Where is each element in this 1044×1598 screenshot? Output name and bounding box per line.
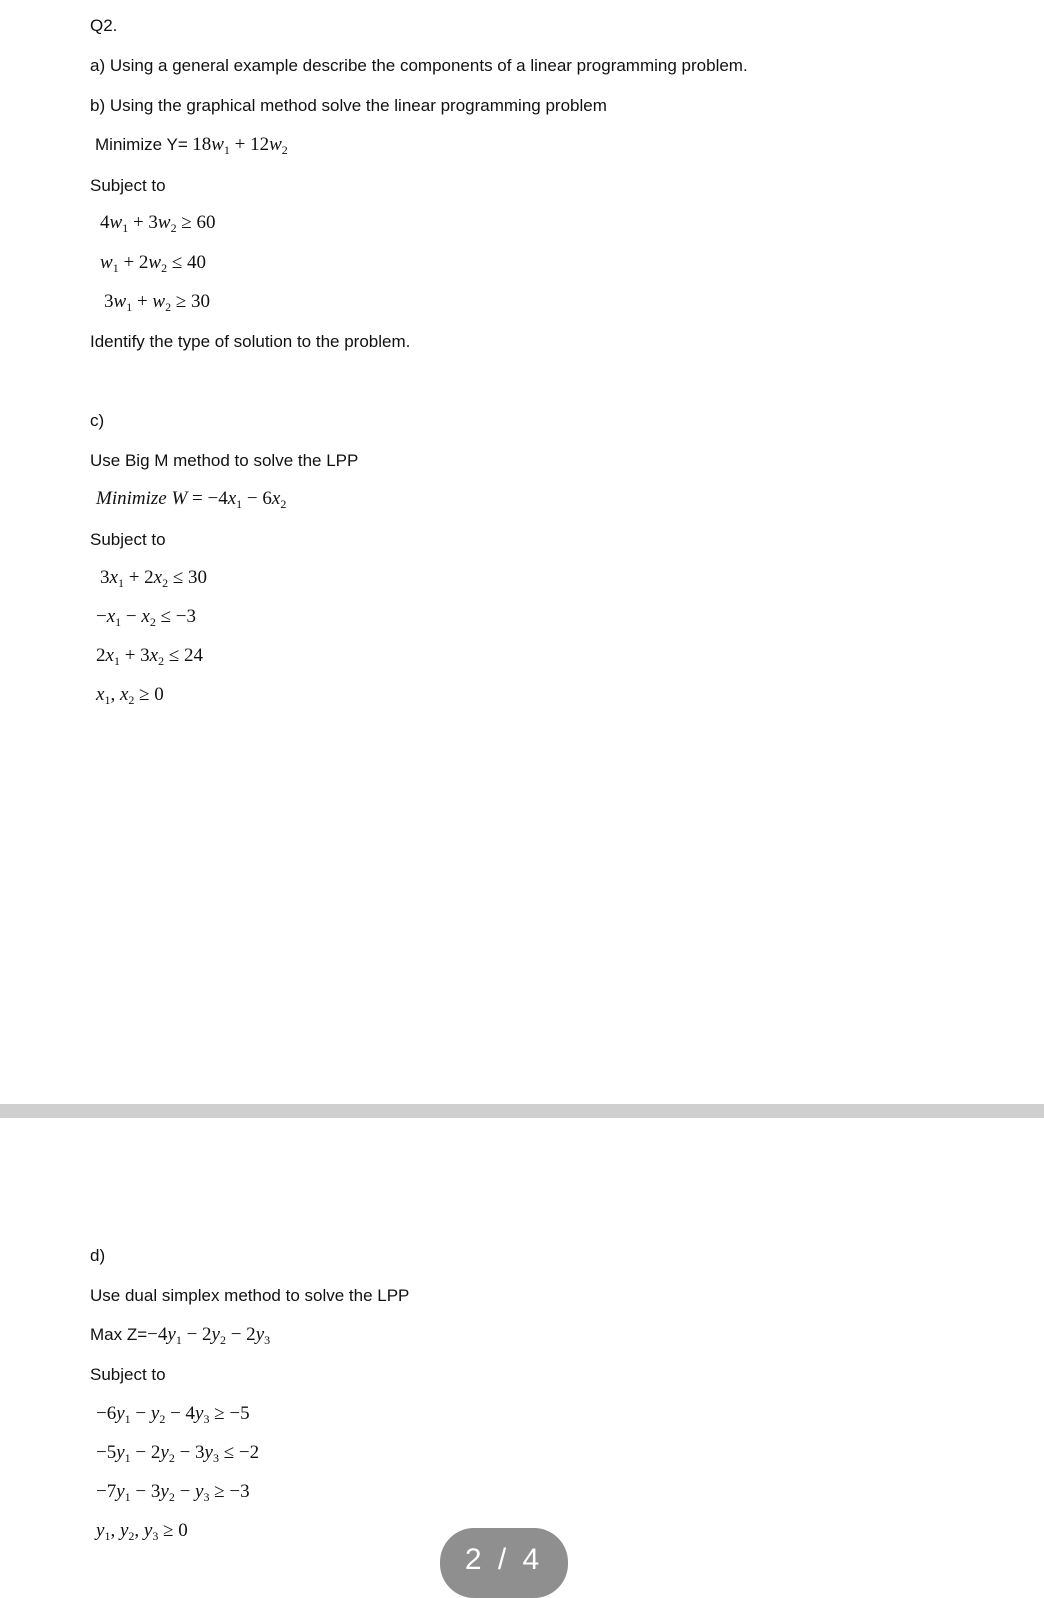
part-d-objective-label: Max Z= (90, 1325, 148, 1344)
part-d-objective: Max $Z=-4y_1 - 2y_2 - 2y_3$ (90, 1324, 271, 1347)
part-d-nonnegativity: $y_1$, $y_2$, $y_3 \ge 0$ (96, 1520, 188, 1543)
document-page-2 (0, 1118, 1044, 1568)
part-a-text: a) Using a general example describe the components of a linear programming problem. (90, 56, 748, 75)
part-b-constraint-3: $3w_1 + w_2 \ge 30$ (104, 291, 211, 314)
part-d-label: d) (90, 1246, 106, 1265)
part-c-instruction: Use Big M method to solve the LPP (90, 451, 359, 470)
part-b-constraint-1: $4w_1 + 3w_2 \ge 60$ (100, 212, 216, 235)
page-indicator: 2 / 4 (440, 1528, 568, 1598)
part-b-objective-label: Minimize Y= (95, 135, 188, 154)
part-b-text: b) Using the graphical method solve the linear programming problem (90, 96, 607, 115)
part-d-instruction: Use dual simplex method to solve the LPP (90, 1286, 410, 1305)
part-d-constraint-2: $-5y_1 - 2y_2 - 3y_3 \le -2$ (96, 1442, 260, 1465)
part-c-nonnegativity: $x_1$, $x_2 \ge 0$ (96, 684, 164, 707)
part-c-constraint-2: $-x_1 - x_2 \le -3$ (96, 606, 196, 629)
part-c-objective: Minimize $W = -4x_1 - 6x_2$ (96, 488, 287, 511)
part-b-objective: Minimize $Y= 18w_1 + 12w_2$ (95, 134, 288, 157)
part-b-constraint-2: $w_1 + 2w_2 \le 40$ (100, 252, 207, 275)
part-c-constraint-1: $3x_1 + 2x_2 \le 30$ (100, 567, 208, 590)
part-d-constraint-1: $-6y_1 - y_2 - 4y_3 \ge -5$ (96, 1403, 250, 1426)
part-c-subject-to: Subject to (90, 530, 166, 549)
page-separator (0, 1104, 1044, 1118)
part-d-subject-to: Subject to (90, 1365, 166, 1384)
part-b-subject-to: Subject to (90, 176, 166, 195)
part-c-constraint-3: $2x_1 + 3x_2 \le 24$ (96, 645, 204, 668)
part-d-constraint-3: $-7y_1 - 3y_2 - y_3 \ge -3$ (96, 1481, 250, 1504)
question-number: Q2. (90, 16, 118, 35)
part-c-label: c) (90, 411, 105, 430)
part-b-identify: Identify the type of solution to the problem. (90, 332, 411, 351)
